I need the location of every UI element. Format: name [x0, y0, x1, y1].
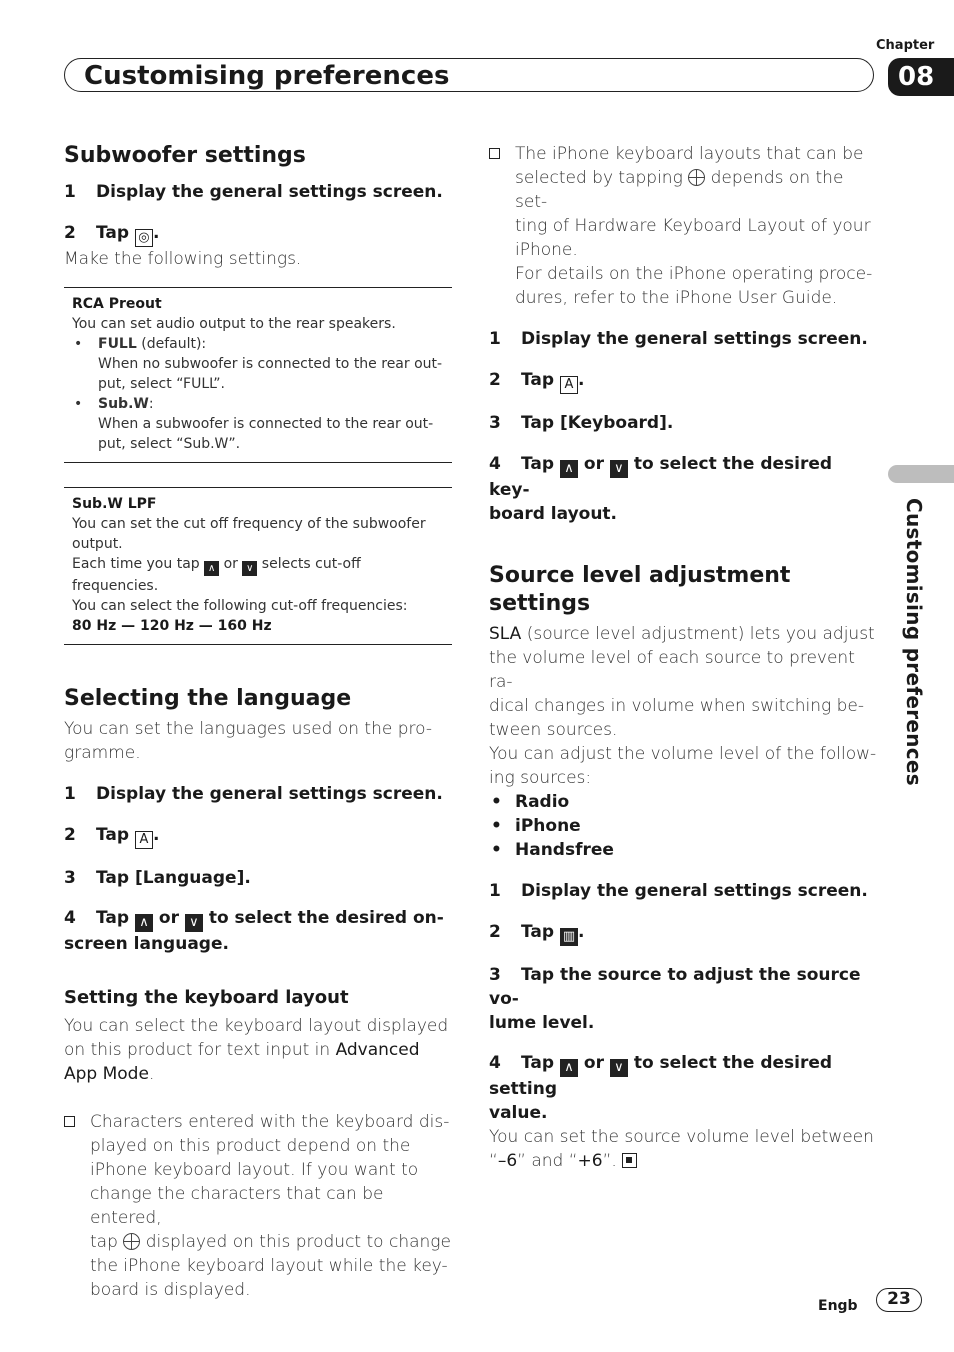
globe-icon — [123, 1233, 140, 1250]
iphone-layout-note: The iPhone keyboard layouts that can be selected by tapping depends on the set- ting of Hardware Keyboard Layout of your iPhone. For details on the iPhone operating proce- dures, refer to the iPhone User Guide. — [489, 142, 877, 310]
sla-step-4-cont: value. — [489, 1103, 548, 1123]
letter-a-icon: A — [560, 376, 578, 394]
keyboard-intro-b: on this product for text input in Advanced — [64, 1040, 420, 1060]
subwoofer-after: Make the following settings. — [64, 249, 302, 269]
sla-outro-b: “–6” and “+6”. — [489, 1149, 877, 1173]
equalizer-icon: ▥ — [560, 928, 578, 946]
rca-opt-full-desc-b: put, select “FULL”. — [98, 376, 225, 392]
keyboard-intro-c: App Mode. — [64, 1064, 155, 1084]
up-arrow-icon: ∧ — [560, 460, 578, 478]
language-heading: Selecting the language — [64, 686, 352, 711]
keyboard-step-3: 3 Tap [Keyboard]. — [489, 413, 674, 433]
page-title: Customising preferences — [84, 61, 450, 91]
keyboard-step-1: 1 Display the general settings screen. — [489, 329, 868, 349]
letter-a-icon: A — [135, 831, 153, 849]
end-of-section-icon — [622, 1153, 637, 1168]
sla-intro-b: the volume level of each source to prevent ra- — [489, 648, 855, 692]
language-step-4: 4 Tap ∧ or ∨ to select the desired on- — [64, 908, 444, 930]
note-checkbox-icon — [64, 1116, 75, 1127]
sla-step-1: 1 Display the general settings screen. — [489, 881, 868, 901]
lpf-title: Sub.W LPF — [72, 496, 157, 512]
lpf-desc-d: You can select the following cut-off frequencies: — [72, 598, 408, 614]
chapter-label: Chapter — [876, 38, 935, 53]
source-item: • Handsfree — [489, 838, 877, 862]
rca-desc: You can set audio output to the rear speakers. — [72, 316, 396, 332]
speaker-icon: ◎ — [135, 229, 153, 247]
keyboard-note: Characters entered with the keyboard dis- played on this product depend on the iPhone keyboard layout. If you want to change the characters that can be entered, tap displayed on this product to change the iPhone keyboard layout while the key- board is displayed. — [64, 1110, 452, 1302]
side-tab-marker — [888, 465, 954, 483]
sla-intro-f: ing sources: — [489, 768, 592, 788]
subw-lpf-box — [64, 487, 452, 645]
down-arrow-icon: ∨ — [610, 460, 628, 478]
keyboard-heading: Setting the keyboard layout — [64, 987, 349, 1008]
keyboard-step-4: 4 Tap ∧ or ∨ to select the desired key- — [489, 454, 833, 500]
down-arrow-icon: ∨ — [610, 1059, 628, 1077]
sla-intro-e: You can adjust the volume level of the follow- — [489, 744, 877, 764]
subwoofer-heading: Subwoofer settings — [64, 143, 306, 168]
subwoofer-step-1: 1 Display the general settings screen. — [64, 182, 443, 202]
sla-outro-a: You can set the source volume level between — [489, 1127, 874, 1147]
up-arrow-icon: ∧ — [560, 1059, 578, 1077]
rca-opt-subw-desc-a: When a subwoofer is connected to the rear out- — [98, 416, 434, 432]
rca-preout-box — [64, 287, 452, 463]
lpf-frequencies: 80 Hz — 120 Hz — 160 Hz — [72, 618, 272, 634]
language-step-4-cont: screen language. — [64, 934, 229, 954]
up-arrow-icon: ∧ — [135, 914, 153, 932]
sla-step-2: 2 Tap ▥ . — [489, 922, 585, 944]
chapter-number-badge: 08 — [888, 58, 954, 96]
rca-opt-full: • FULL (default): — [72, 334, 444, 354]
keyboard-intro-a: You can select the keyboard layout displayed — [64, 1016, 449, 1036]
footer-language: Engb — [818, 1298, 858, 1314]
source-item: • iPhone — [489, 814, 877, 838]
sla-intro-d: tween sources. — [489, 720, 618, 740]
rca-opt-subw-desc-b: put, select “Sub.W”. — [98, 436, 241, 452]
globe-icon — [688, 169, 705, 186]
down-arrow-icon: ∨ — [185, 914, 203, 932]
language-step-3: 3 Tap [Language]. — [64, 868, 251, 888]
rca-title: RCA Preout — [72, 296, 162, 312]
down-arrow-icon: ∨ — [242, 561, 257, 576]
rca-opt-subw: • Sub.W: — [72, 394, 444, 414]
lpf-desc-b: output. — [72, 536, 123, 552]
language-step-1: 1 Display the general settings screen. — [64, 784, 443, 804]
right-column — [489, 142, 877, 1173]
side-tab-label: Customising preferences — [902, 498, 926, 786]
language-intro-a: You can set the languages used on the pro- — [64, 719, 432, 739]
lpf-desc-a: You can set the cut off frequency of the subwoofer — [72, 516, 426, 532]
lpf-desc-c: Each time you tap ∧ or ∨ selects cut-off frequencies. — [72, 556, 361, 594]
rca-opt-full-desc-a: When no subwoofer is connected to the rear out- — [98, 356, 443, 372]
sla-intro-c: dical changes in volume when switching be- — [489, 696, 864, 716]
language-step-2: 2 Tap A . — [64, 825, 160, 847]
subwoofer-step-2: 2 Tap ◎ . — [64, 223, 160, 245]
source-item: • Radio — [489, 790, 877, 814]
up-arrow-icon: ∧ — [204, 561, 219, 576]
sla-step-3-cont: lume level. — [489, 1013, 595, 1033]
sla-heading: Source level adjustment settings — [489, 563, 791, 616]
sla-step-4: 4 Tap ∧ or ∨ to select the desired setting — [489, 1053, 833, 1099]
page-number: 23 — [876, 1288, 922, 1312]
sla-intro-a: SLA (source level adjustment) lets you adjust — [489, 624, 875, 644]
left-column — [64, 142, 452, 1302]
note-checkbox-icon — [489, 148, 500, 159]
language-intro-b: gramme. — [64, 743, 141, 763]
keyboard-step-2: 2 Tap A . — [489, 370, 585, 392]
keyboard-step-4-cont: board layout. — [489, 504, 618, 524]
sla-step-3: 3 Tap the source to adjust the source vo- — [489, 965, 861, 1009]
